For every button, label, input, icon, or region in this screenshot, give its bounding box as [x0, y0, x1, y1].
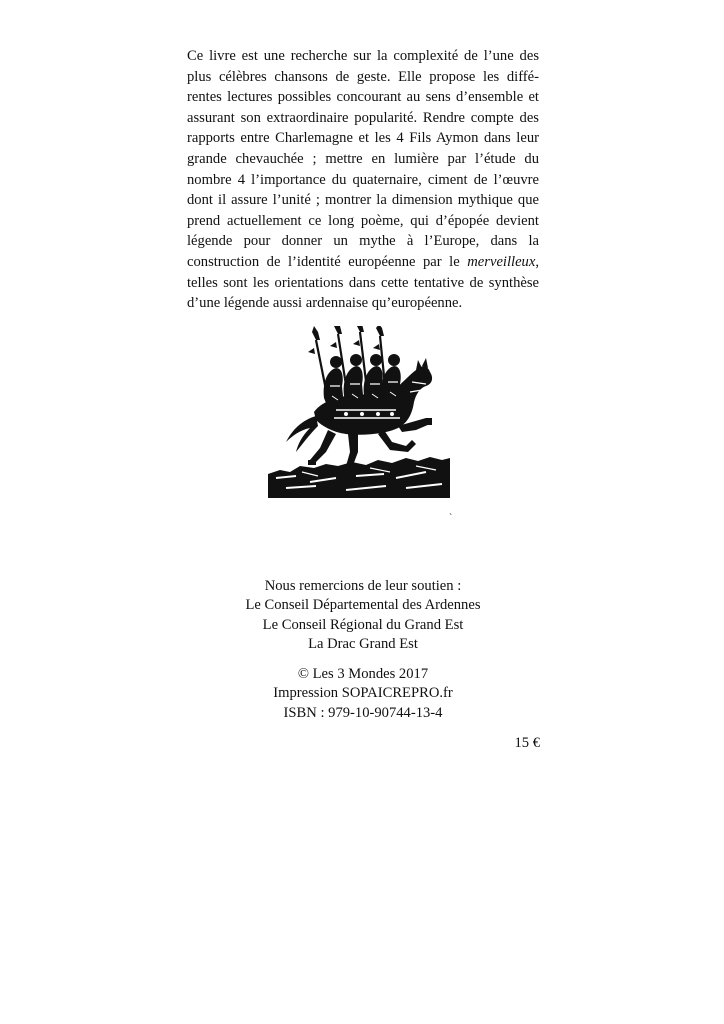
copyright-line: © Les 3 Mondes 2017 [297, 666, 429, 682]
blurb-line: nombre 4 l’importance du quaternaire, ciment de l’œuvre [187, 171, 539, 188]
blurb-line: d’une légende aussi ardennaise qu’européenne. [187, 295, 463, 312]
blurb-line: telles sont les orientations dans cette tentative de synthèse [187, 274, 539, 291]
back-cover-blurb [187, 46, 539, 314]
blurb-line-text: construction de l’identité européenne par le [187, 253, 468, 270]
blurb-line: Ce livre est une recherche sur la complexité de l’une des [187, 48, 539, 64]
four-riders-on-horse-woodcut-icon [266, 326, 452, 498]
emphasized-word: merveilleux [467, 253, 536, 270]
sponsor-line: Le Conseil Départemental des Ardennes [245, 597, 481, 614]
blurb-line: dont il assure l’unité ; montrer la dimension mythique que [187, 192, 539, 209]
acknowledgements-heading: Nous remercions de leur soutien : [264, 578, 462, 594]
blurb-line: rapports entre Charlemagne et les 4 Fils Aymon dans leur [187, 130, 539, 147]
blurb-line: légende pour donner un mythe à l’Europe, dans la [187, 233, 539, 250]
price: 15 € [514, 735, 540, 751]
blurb-line: grande chevauchée ; mettre en lumière par l’étude du [187, 150, 539, 167]
acknowledgements [187, 577, 539, 654]
publication-info [187, 665, 539, 723]
blurb-line: assurant son extraordinaire popularité. Rendre compte des [187, 109, 539, 126]
blurb-line-with-emphasis [187, 252, 539, 273]
sponsor-line: Le Conseil Régional du Grand Est [262, 616, 464, 633]
blurb-line: plus célèbres chansons de geste. Elle propose les diffé- [187, 68, 539, 85]
stray-mark: ` [449, 513, 453, 524]
emphasis-punctuation: , [535, 253, 539, 270]
isbn-line: ISBN : 979-10-90744-13-4 [283, 704, 443, 721]
blurb-line: prend actuellement ce long poème, qui d’épopée devient [187, 212, 539, 229]
printer-line: Impression SOPAICREPRO.fr [273, 685, 453, 702]
sponsor-line: La Drac Grand Est [308, 635, 418, 652]
blurb-line: rentes lectures possibles concourant au sens d’ensemble et [187, 89, 539, 106]
